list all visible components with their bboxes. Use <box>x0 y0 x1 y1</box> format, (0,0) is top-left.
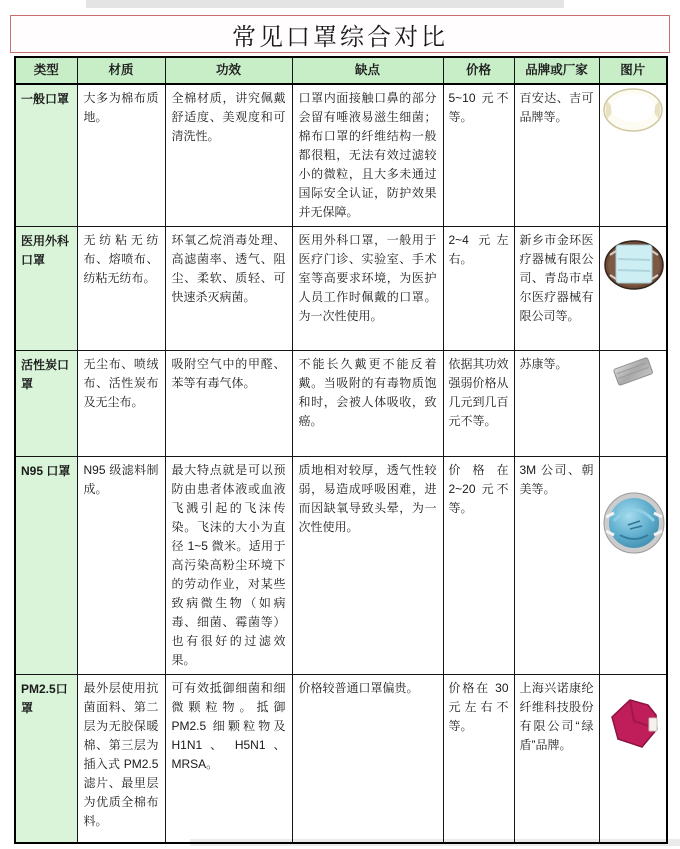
n95-mask-photo <box>599 457 667 675</box>
cell-effect: 吸附空气中的甲醛、苯等有毒气体。 <box>165 351 292 457</box>
cell-weakness: 口罩内面接触口鼻的部分会留有唾液易滋生细菌；棉布口罩的纤维结构一般都很粗，无法有效过滤较小的微粒，且大多未通过国际安全认证，防护效果并无保障。 <box>292 84 443 227</box>
header-cell-type: 类型 <box>15 57 77 84</box>
cell-brand: 新乡市金环医疗器械有限公司、青岛市卓尔医疗器械有限公司等。 <box>514 227 599 351</box>
cell-effect: 最大特点就是可以预防由患者体液或血液飞溅引起的飞沫传染。飞沫的大小为直径 1~5 微米。适用于高污染高粉尘环境下的劳动作业，对某些致病微生物（如病毒、细菌、霉菌等）也有很好的过滤效果。 <box>165 457 292 675</box>
cell-effect: 可有效抵御细菌和细微颗粒物。抵御 PM2.5 细颗粒物及 H1N1 、 H5N1 、MRSA。 <box>165 675 292 843</box>
cell-type: 一般口罩 <box>15 84 77 227</box>
cell-price: 依据其功效强弱价格从几元到几百元不等。 <box>443 351 514 457</box>
cell-type: 活性炭口罩 <box>15 351 77 457</box>
cell-weakness: 价格较普通口罩偏贵。 <box>292 675 443 843</box>
table-row-surgical-mask <box>15 227 667 351</box>
cell-brand: 苏康等。 <box>514 351 599 457</box>
cell-price: 5~10 元不等。 <box>443 84 514 227</box>
title-box <box>10 15 670 53</box>
table-row-n95-mask <box>15 457 667 675</box>
header-cell-brand: 品牌或厂家 <box>514 57 599 84</box>
scan-artifact-top <box>86 0 564 8</box>
cell-material: 最外层使用抗菌面料、第二层为无胶保暖棉、第三层为插入式 PM2.5 滤片、最里层为优质全棉布料。 <box>77 675 165 843</box>
cell-price: 2~4 元左右。 <box>443 227 514 351</box>
cell-material: 大多为棉布质地。 <box>77 84 165 227</box>
mask-comparison-table <box>14 56 668 844</box>
cell-effect: 环氧乙烷消毒处理、高滤菌率、透气、阻尘、柔软、质轻、可快速杀灭病菌。 <box>165 227 292 351</box>
header-cell-effect: 功效 <box>165 57 292 84</box>
cell-weakness: 医用外科口罩，一般用于医疗门诊、实验室、手术室等高要求环境，为医护人员工作时佩戴的口罩。为一次性使用。 <box>292 227 443 351</box>
pm25-mask-photo <box>599 675 667 843</box>
table-row-pm25-mask <box>15 675 667 843</box>
cell-price: 价格在 2~20 元不等。 <box>443 457 514 675</box>
cell-material: 无纺粘无纺布、熔喷布、纺粘无纺布。 <box>77 227 165 351</box>
surgical-mask-photo <box>599 227 667 351</box>
cell-brand: 上海兴诺康纶纤维科技股份有限公司“绿盾”品牌。 <box>514 675 599 843</box>
header-cell-price: 价格 <box>443 57 514 84</box>
cell-price: 价格在 30 元左右不等。 <box>443 675 514 843</box>
cell-weakness: 质地相对较厚，透气性较弱，易造成呼吸困难，进而因缺氧导致头晕，为一次性使用。 <box>292 457 443 675</box>
cell-type: N95 口罩 <box>15 457 77 675</box>
cell-type: 医用外科口罩 <box>15 227 77 351</box>
cell-weakness: 不能长久戴更不能反着戴。当吸附的有毒物质饱和时，会被人体吸收，致癌。 <box>292 351 443 457</box>
header-cell-image: 图片 <box>599 57 667 84</box>
table-row-activated-carbon-mask <box>15 351 667 457</box>
cell-type: PM2.5口罩 <box>15 675 77 843</box>
cell-brand: 3M 公司、朝美等。 <box>514 457 599 675</box>
header-cell-material: 材质 <box>77 57 165 84</box>
header-row <box>15 57 667 84</box>
activated-carbon-mask-photo <box>599 351 667 457</box>
cotton-mask-photo <box>599 84 667 227</box>
cell-material: 无尘布、喷绒布、活性炭布及无尘布。 <box>77 351 165 457</box>
cell-effect: 全棉材质，讲究佩戴舒适度、美观度和可清洗性。 <box>165 84 292 227</box>
cell-material: N95 级滤料制成。 <box>77 457 165 675</box>
page-title: 常见口罩综合对比 <box>232 23 448 51</box>
header-cell-weakness: 缺点 <box>292 57 443 84</box>
cell-brand: 百安达、吉可品牌等。 <box>514 84 599 227</box>
table-row-general-mask <box>15 84 667 227</box>
